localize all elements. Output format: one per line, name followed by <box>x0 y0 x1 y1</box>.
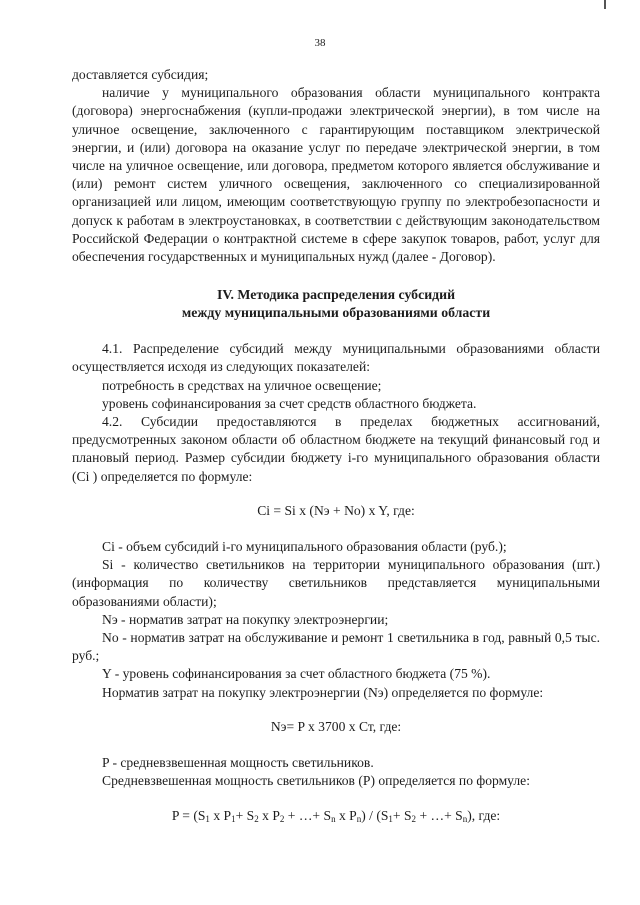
formula-subsidy: Ci = Si x (Nэ + No) x Y, где: <box>257 502 415 518</box>
formula-energy-norm: Nэ= P x 3700 x Ст, где: <box>270 718 402 734</box>
definition: Норматив затрат на покупку электроэнергии (Nэ) определяется по формуле: <box>102 684 544 700</box>
paragraph: уровень софинансирования за счет средств областного бюджета. <box>102 395 477 411</box>
section-title-line2: между муниципальными образованиями области <box>181 305 491 321</box>
definition: Y - уровень софинансирования за счет областного бюджета (75 %). <box>102 666 491 682</box>
section-title-line1: IV. Методика распределения субсидий <box>216 287 456 303</box>
paragraph: 4.2. Субсидии предоставляются в пределах бюджетных ассигнований, предусмотренных законом области об областном бюджете на текущий финансовый год и плановый период. Размер субсидии бюджету i-го муниципального образования области (Ci ) определяется по формуле: <box>72 414 600 484</box>
paragraph: потребность в средствах на уличное освещение; <box>102 377 382 393</box>
definition: Nэ - норматив затрат на покупку электроэнергии; <box>102 611 389 627</box>
section-heading <box>72 286 600 322</box>
paragraph: доставляется субсидия; <box>72 67 209 82</box>
paragraph: наличие у муниципального образования области муниципального контракта (договора) энергоснабжения (купли-продажи электрической энергии), в том числе на уличное освещение, заключенного с гарантирующим поставщиком электрической энергии, и (или) договора на оказание услуг по передаче электрической энергии, в том числе на уличное освещение, или договора, предметом которого является обслуживание и (или) ремонт систем уличного освещения, заключенного со специализированной организацией или лицом, имеющим соответствующую группу по электробезопасности и допуск к работам в электроустановках, в соответствии с действующим законодательством Российской Федерации о контрактной системе в сфере закупок товаров, работ, услуг для обеспечения государственных и муниципальных нужд (далее - Договор). <box>72 85 600 265</box>
definition: P - средневзвешенная мощность светильников. <box>102 755 374 771</box>
definition: No - норматив затрат на обслуживание и ремонт 1 светильника в год, равный 0,5 тыс. руб.; <box>72 630 600 664</box>
formula-weighted-power: $P = (S_1$ x $P_1+ S_2$ x $P_2$ + …+ $S_n$ x $P_n) / (S_1+ S_2$ + …+ $S_n$), где: <box>171 807 501 824</box>
paragraph: 4.1. Распределение субсидий между муниципальными образованиями области осуществляется исходя из следующих показателей: <box>72 341 600 375</box>
definition: Ci - объем субсидий i-го муниципального образования области (руб.); <box>102 539 507 555</box>
page-number: 38 <box>314 37 326 49</box>
scan-artifact <box>604 0 606 9</box>
definition: Средневзвешенная мощность светильников (P) определяется по формуле: <box>102 773 530 789</box>
definition: Si - количество светильников на территории муниципального образования (шт.) (информация по количеству светильников представляется муниципальными образованиями области); <box>72 557 600 609</box>
document-body <box>72 66 600 843</box>
